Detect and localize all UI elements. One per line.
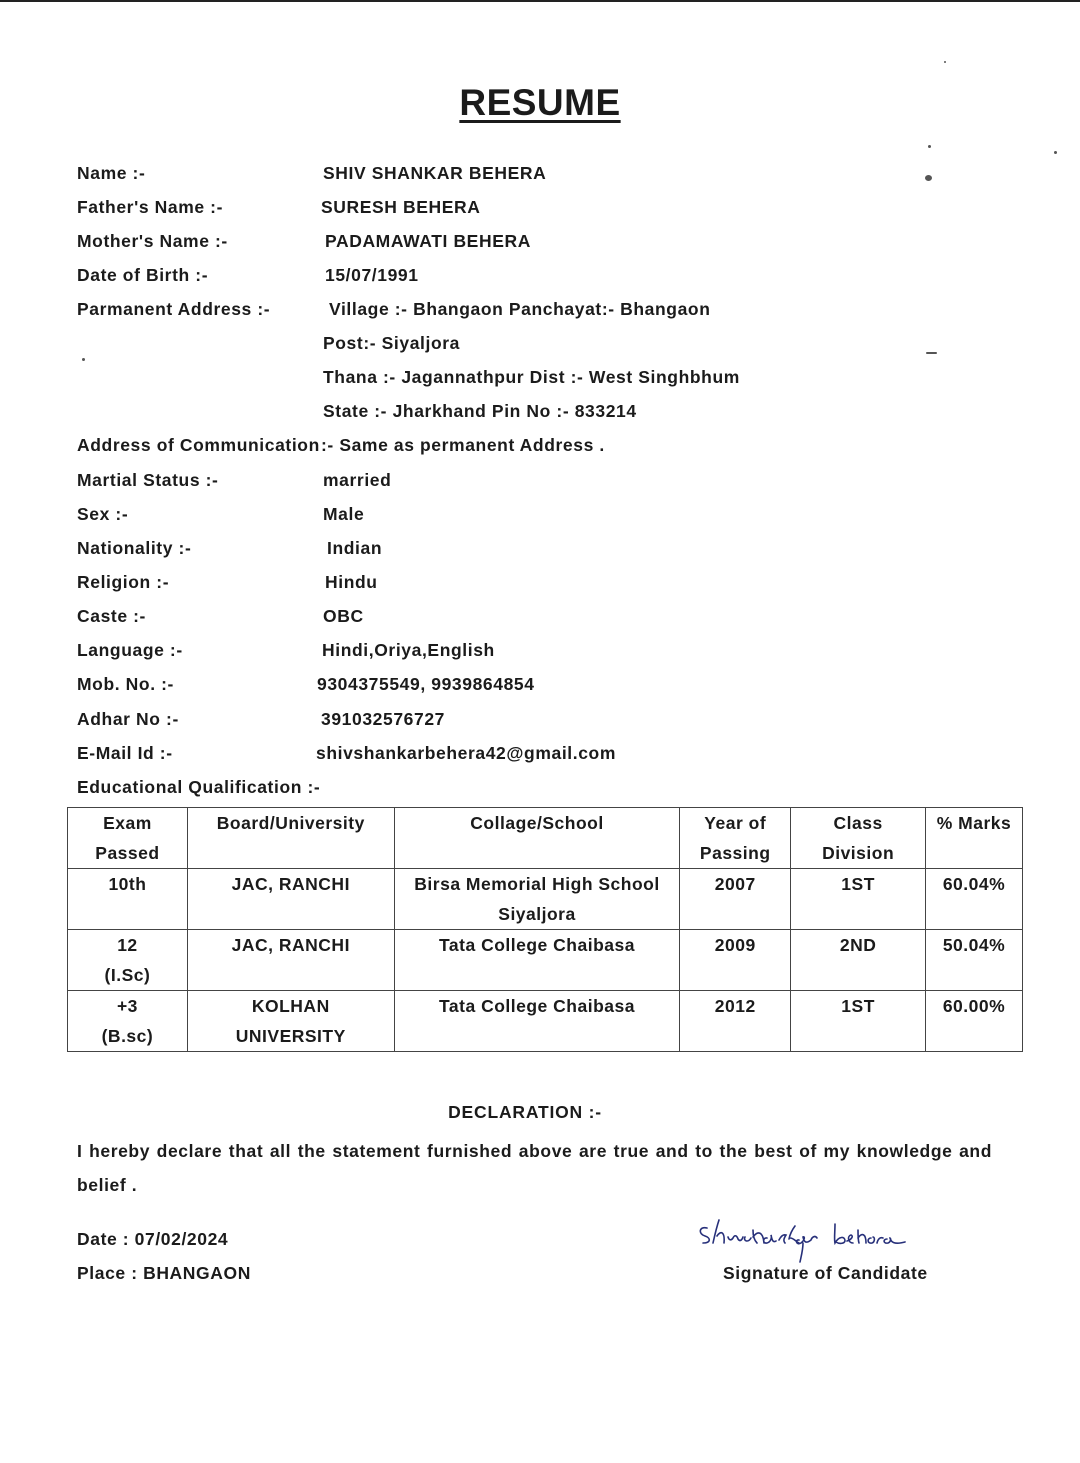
personal-row [0, 538, 1080, 568]
table-row [68, 869, 1023, 930]
column-header [68, 808, 188, 869]
personal-row [0, 401, 1080, 431]
personal-row [0, 470, 1080, 500]
field-value: 391032576727 [321, 709, 445, 729]
header-line: Year of [704, 813, 767, 833]
column-header [680, 808, 791, 869]
table-cell [394, 991, 680, 1052]
cell-line: (I.Sc) [104, 964, 151, 985]
field-label: Martial Status :- [77, 470, 219, 490]
field-value: OBC [323, 606, 364, 626]
table-row [68, 991, 1023, 1052]
field-label: Caste :- [77, 606, 146, 626]
field-label: Father's Name :- [77, 197, 224, 217]
cell-line: Tata College Chaibasa [439, 996, 635, 1016]
personal-row [0, 333, 1080, 363]
cell-line: 60.00% [942, 996, 1006, 1016]
signature-stroke-second [835, 1224, 905, 1243]
cell-line: 1ST [841, 996, 875, 1016]
personal-row [0, 606, 1080, 636]
table-cell [680, 991, 791, 1052]
cell-line: UNIVERSITY [235, 1025, 346, 1046]
personal-row [0, 504, 1080, 534]
table-cell [791, 869, 926, 930]
table-cell [187, 869, 394, 930]
cell-line: JAC, RANCHI [231, 935, 350, 955]
table-cell [680, 930, 791, 991]
scan-speck [944, 61, 946, 63]
cell-line: 50.04% [942, 935, 1006, 955]
field-value: Hindi,Oriya,English [322, 640, 495, 660]
personal-row [0, 743, 1080, 773]
header-line: Division [822, 842, 895, 863]
personal-row [0, 197, 1080, 227]
header-line: Collage/School [470, 813, 604, 833]
table-row [68, 930, 1023, 991]
personal-row [0, 572, 1080, 602]
education-table-header [68, 808, 1023, 869]
cell-line: +3 [116, 996, 138, 1016]
field-label: Educational Qualification :- [77, 777, 321, 797]
table-cell [926, 869, 1023, 930]
field-label: Religion :- [77, 572, 170, 592]
cell-line: Siyaljora [498, 903, 576, 924]
table-cell [926, 930, 1023, 991]
cell-line: KOLHAN [251, 996, 330, 1016]
header-line: Passed [95, 842, 160, 863]
personal-row [0, 231, 1080, 261]
field-label: Parmanent Address :- [77, 299, 271, 319]
scan-speck [925, 175, 932, 181]
declaration-text: I hereby declare that all the statement furnished above are true and to the best of my knowledge and belief . [77, 1141, 992, 1195]
cell-line: 2ND [839, 935, 877, 955]
cell-line: 2009 [714, 935, 756, 955]
cell-line: 12 [117, 935, 138, 955]
cell-line: 1ST [841, 874, 875, 894]
table-cell [187, 991, 394, 1052]
field-value: Village :- Bhangaon Panchayat:- Bhangaon [329, 299, 711, 319]
field-value: 9304375549, 9939864854 [317, 674, 535, 694]
field-value: :- Same as permanent Address . [321, 435, 605, 455]
header-line: Passing [699, 842, 771, 863]
cell-line: (B.sc) [101, 1025, 154, 1046]
header-line: Class [833, 813, 883, 833]
declaration-heading: DECLARATION :- [448, 1102, 602, 1122]
table-cell [680, 869, 791, 930]
cell-line: 2007 [714, 874, 756, 894]
table-cell [394, 930, 680, 991]
table-cell [68, 930, 188, 991]
signature-label: Signature of Candidate [723, 1263, 928, 1283]
cell-line: Tata College Chaibasa [439, 935, 635, 955]
field-value: Male [323, 504, 365, 524]
field-label: Language :- [77, 640, 183, 660]
field-label: Mob. No. :- [77, 674, 174, 694]
personal-row [0, 163, 1080, 193]
cell-line: JAC, RANCHI [231, 874, 350, 894]
field-value: 15/07/1991 [325, 265, 419, 285]
column-header [394, 808, 680, 869]
personal-row [0, 435, 1080, 465]
scan-speck [82, 358, 85, 361]
field-value: Hindu [325, 572, 378, 592]
personal-row [0, 709, 1080, 739]
field-value: SURESH BEHERA [321, 197, 481, 217]
field-label: Address of Communication [77, 435, 320, 455]
field-value: Post:- Siyaljora [323, 333, 460, 353]
field-label: Adhar No :- [77, 709, 179, 729]
field-label: Date of Birth :- [77, 265, 209, 285]
table-cell [394, 869, 680, 930]
personal-row [0, 674, 1080, 704]
place-line: Place : BHANGAON [77, 1263, 251, 1283]
top-border [0, 0, 1080, 2]
field-value: Indian [327, 538, 383, 558]
column-header [926, 808, 1023, 869]
field-label: Sex :- [77, 504, 129, 524]
cell-line: 2012 [714, 996, 756, 1016]
field-label: Mother's Name :- [77, 231, 228, 251]
personal-row [0, 777, 1080, 807]
field-label: Nationality :- [77, 538, 192, 558]
scan-speck [1054, 151, 1057, 154]
scan-speck [926, 352, 937, 354]
header-line: Exam [103, 813, 152, 833]
table-cell [68, 869, 188, 930]
cell-line: Birsa Memorial High School [414, 874, 660, 894]
page-title: RESUME [459, 82, 621, 123]
table-cell [791, 991, 926, 1052]
education-table [67, 807, 1023, 1052]
cell-line: 10th [108, 874, 147, 894]
personal-row [0, 299, 1080, 329]
signature-stroke-first [700, 1220, 817, 1262]
field-value: shivshankarbehera42@gmail.com [316, 743, 617, 763]
header-line: Board/University [216, 813, 365, 833]
field-value: State :- Jharkhand Pin No :- 833214 [323, 401, 637, 421]
field-value: married [323, 470, 392, 490]
column-header [791, 808, 926, 869]
table-cell [187, 930, 394, 991]
field-label: E-Mail Id :- [77, 743, 173, 763]
personal-row [0, 265, 1080, 295]
personal-row [0, 640, 1080, 670]
personal-row [0, 367, 1080, 397]
header-line: % Marks [936, 813, 1012, 833]
cell-line: 60.04% [942, 874, 1006, 894]
date-line: Date : 07/02/2024 [77, 1229, 229, 1249]
field-value: Thana :- Jagannathpur Dist :- West Singhbhum [323, 367, 740, 387]
field-label: Name :- [77, 163, 146, 183]
table-cell [926, 991, 1023, 1052]
signature-image [695, 1210, 915, 1268]
field-value: PADAMAWATI BEHERA [325, 231, 531, 251]
table-cell [791, 930, 926, 991]
table-cell [68, 991, 188, 1052]
scan-speck [928, 145, 931, 148]
column-header [187, 808, 394, 869]
field-value: SHIV SHANKAR BEHERA [323, 163, 547, 183]
